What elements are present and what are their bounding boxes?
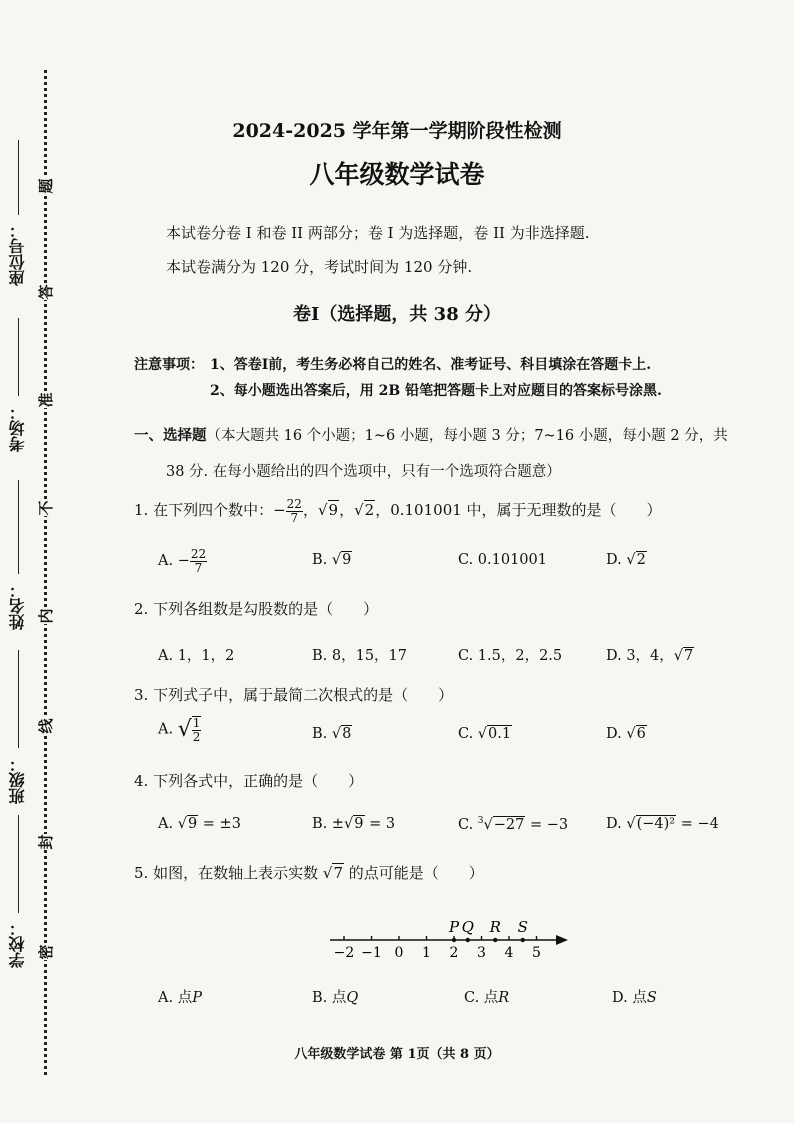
q1-option-b: B. √9: [312, 552, 352, 568]
section-heading: [134, 424, 728, 445]
seal-char: 题: [37, 178, 55, 194]
q1-option-a: A. − $\frac{22}{7}$: [158, 547, 207, 575]
notice-item-2: 2、每小题选出答案后，用 2B 铅笔把答题卡上对应题目的答案标号涂黑.: [210, 383, 662, 399]
number-line-tick-label: 0: [394, 945, 404, 961]
name-label: 姓名：: [8, 582, 27, 630]
q5-option-b: B. 点Q: [312, 990, 359, 1006]
binding-dotted-line: [44, 70, 47, 1075]
q4-option-a: A. √9 = ±3: [158, 816, 241, 832]
school-blank: [18, 815, 19, 913]
q4-option-b: B. ±√9 = 3: [312, 816, 396, 832]
q2-option-d: D. 3，4，√7: [606, 648, 694, 664]
intro-line-1: 本试卷分卷 I 和卷 II 两部分；卷 I 为选择题，卷 II 为非选择题.: [166, 224, 590, 242]
number-line-point-label: P: [448, 918, 460, 936]
number-line: [320, 900, 580, 970]
q1-sqrt-9: √9: [317, 501, 339, 520]
part1-title: 卷I（选择题，共 38 分）: [292, 304, 501, 325]
number-line-point: [466, 938, 470, 942]
q2-option-b: B. 8，15，17: [312, 648, 408, 664]
number-line-tick-label: −1: [361, 945, 382, 961]
number-line-tick-label: −2: [333, 945, 355, 961]
question-4: 4. 下列各式中，正确的是（ ）: [134, 772, 364, 790]
question-2: 2. 下列各组数是勾股数的是（ ）: [134, 600, 379, 618]
number-line-point-label: S: [517, 918, 528, 936]
seal-char: 答: [37, 284, 55, 300]
q1-fraction-num: 22: [286, 497, 302, 511]
class-blank: [18, 650, 19, 748]
q3-option-c: C. √0.1: [458, 726, 512, 742]
q1-sep2: ，: [339, 501, 355, 520]
class-label: 班级：: [8, 756, 27, 804]
q5-option-a: A. 点P: [158, 990, 202, 1006]
number-line-point: [493, 938, 497, 942]
q1-sep1: ，: [302, 501, 318, 520]
exam-room-label: 考场：: [8, 404, 27, 452]
q1-option-c: C. 0.101001: [458, 552, 547, 568]
number-line-point: [452, 938, 456, 942]
seal-char: 不: [37, 500, 55, 516]
number-line-tick-label: 1: [422, 945, 431, 961]
seal-char: 准: [37, 392, 55, 408]
school-label: 学校：: [8, 920, 27, 968]
section-title: 一、选择题: [134, 427, 207, 444]
paper-title: 八年级数学试卷: [309, 160, 485, 189]
q2-option-a: A. 1，1，2: [158, 648, 235, 664]
section-desc-2: 38 分. 在每小题给出的四个选项中，只有一个选项符合题意）: [166, 464, 561, 480]
q1-fraction-den: 7: [290, 510, 299, 525]
number-line-point: [521, 938, 525, 942]
q1-rest: ，0.101001 中，属于无理数的是（ ）: [375, 501, 662, 520]
number-line-tick-label: 2: [449, 945, 459, 961]
number-line-point-label: R: [489, 918, 501, 936]
intro-line-2: 本试卷满分为 120 分，考试时间为 120 分钟.: [166, 258, 473, 276]
q3-option-a: A. √ $\frac{1}{2}$: [158, 716, 201, 744]
q4-option-d: D. √(−4)² = −4: [606, 816, 719, 832]
name-blank: [18, 480, 19, 574]
notice-item-1: 1、答卷I前，考生务必将自己的姓名、准考证号、科目填涂在答题卡上.: [210, 357, 652, 373]
page-footer: 八年级数学试卷 第 1页（共 8 页）: [294, 1047, 500, 1062]
exam-room-blank: [18, 318, 19, 396]
q5-option-c: C. 点R: [464, 990, 510, 1006]
seal-char: 线: [37, 718, 55, 734]
question-3: 3. 下列式子中，属于最简二次根式的是（ ）: [134, 686, 454, 704]
question-1: [134, 498, 662, 524]
seat-number-label: 座位号：: [8, 222, 27, 286]
number-line-tick-label: 5: [532, 945, 541, 961]
q5-option-d: D. 点S: [612, 990, 657, 1006]
seal-char: 内: [37, 608, 55, 624]
question-5: 5. 如图，在数轴上表示实数 √7 的点可能是（ ）: [134, 864, 484, 882]
q1-option-d: D. √2: [606, 552, 646, 568]
q4-option-c: C. $^3$√−27 = −3: [458, 816, 569, 833]
section-desc-1: （本大题共 16 个小题；1~6 小题，每小题 3 分；7~16 小题，每小题 2 分，共: [206, 428, 728, 444]
number-line-point-label: Q: [461, 918, 474, 936]
q1-prefix: 1. 在下列四个数中：: [134, 501, 274, 520]
q1-fraction: [286, 498, 303, 524]
q1-sqrt-2: √2: [354, 501, 375, 520]
number-line-tick-label: 4: [504, 945, 514, 961]
seal-char: 封: [37, 834, 55, 850]
q3-option-d: D. √6: [606, 726, 646, 742]
exam-title: 2024-2025 学年第一学期阶段性检测: [232, 120, 562, 142]
q2-option-c: C. 1.5，2，2.5: [458, 648, 563, 664]
seal-char: 密: [37, 944, 55, 960]
notice-label: 注意事项：: [134, 357, 204, 373]
number-line-arrow: [556, 935, 568, 945]
number-line-tick-label: 3: [477, 945, 486, 961]
q1-neg: −: [273, 501, 286, 520]
q3-option-b: B. √8: [312, 726, 352, 742]
